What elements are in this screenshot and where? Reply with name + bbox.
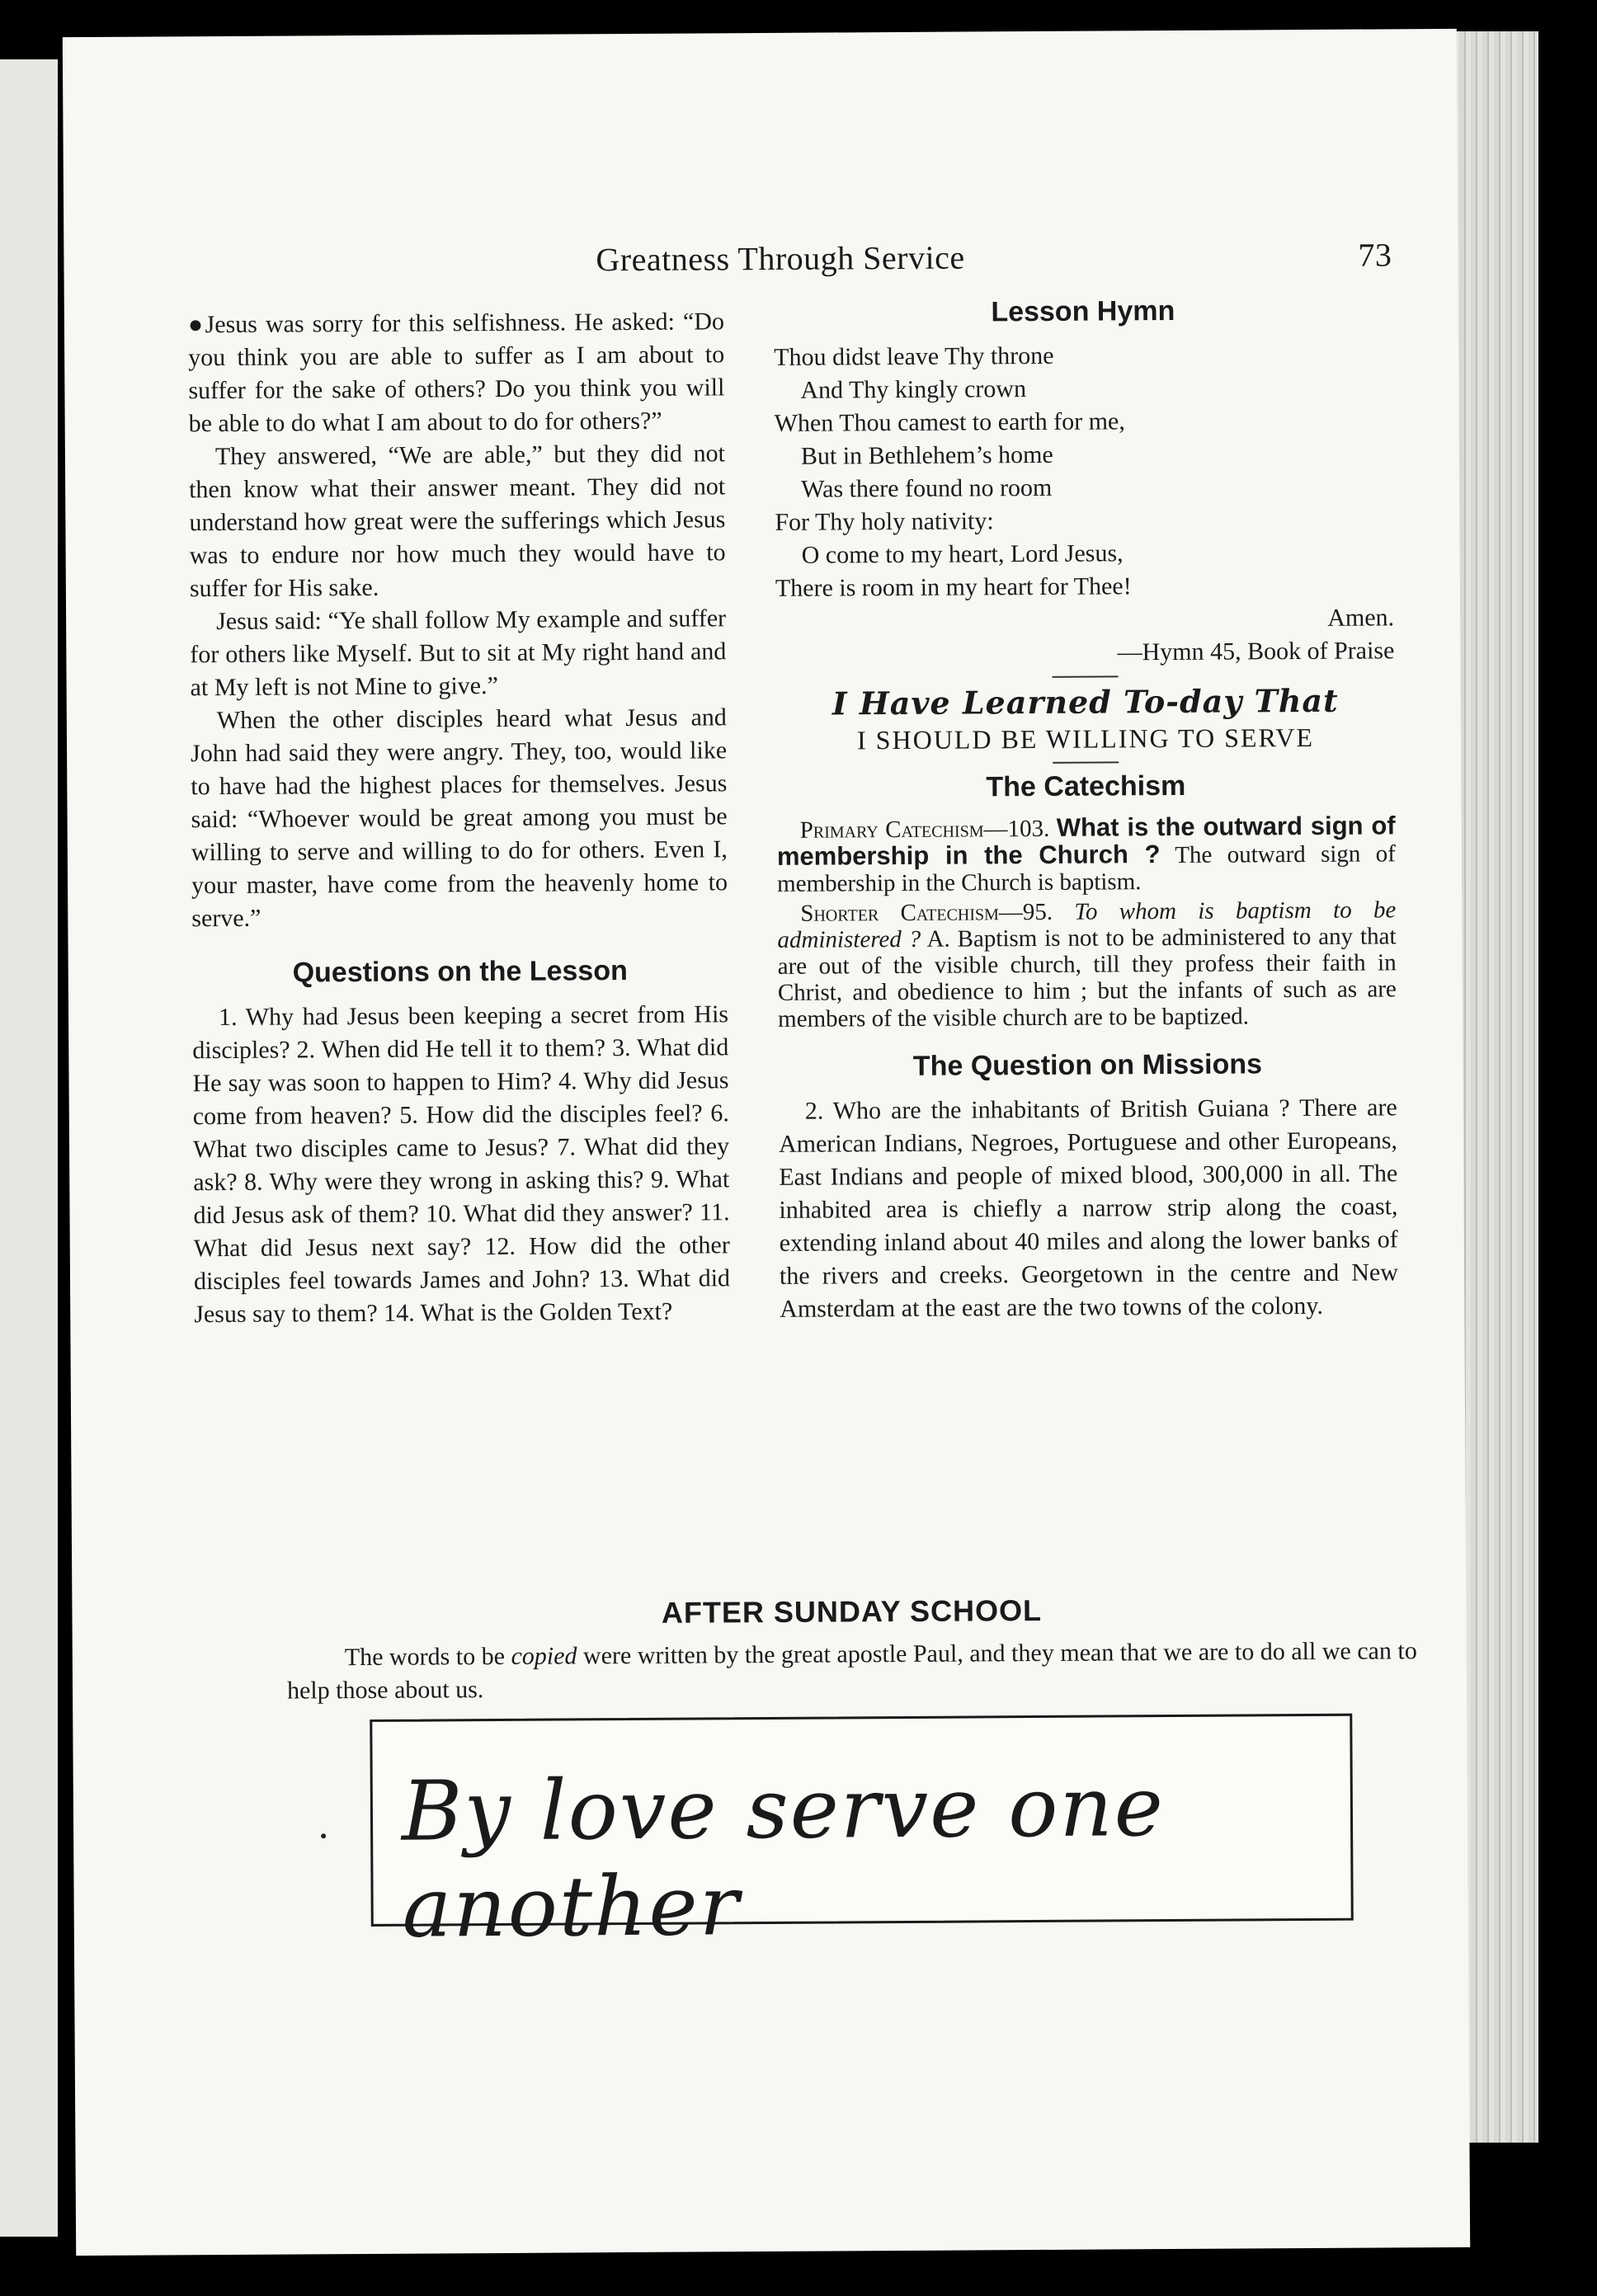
hymn-heading: Lesson Hymn	[991, 294, 1175, 328]
learned-heading: I Have Learned To-day That	[831, 681, 1339, 722]
hymn-line: When Thou camest to earth for me,	[774, 407, 1125, 437]
running-title: Greatness Through Service	[596, 238, 965, 279]
paragraph: Jesus said: “Ye shall follow My example and suffer for others like Myself. But to sit at My right hand and at My left is not Mine to give.”	[190, 605, 727, 702]
hymn-amen: Amen.	[1327, 604, 1395, 632]
copy-box	[370, 1714, 1354, 1956]
hymn	[774, 337, 1394, 671]
copy-text: By love serve one another	[401, 1758, 1166, 1956]
hymn-credit: —Hymn 45, Book of Praise	[1117, 637, 1395, 666]
catechism	[777, 812, 1397, 1033]
catechism-heading: The Catechism	[986, 769, 1186, 803]
shorter-catechism-answer: A. Baptism is not to be administered to any that are out of the visible church, till they profess their faith in Christ, and obedience to him ; but the infants of such as are members of the visible church are to be baptized.	[777, 923, 1397, 1033]
paragraph: ●Jesus was sorry for this selfishness. He asked: “Do you think you are able to suffer as I am about to suffer for the sake of others? Do you think you will be able to do what I am about to do for others?”	[187, 308, 725, 438]
missions-text: 2. Who are the inhabitants of British Guiana ? There are American Indians, Negroes, Portuguese and other Europeans, East Indians and people of mixed blood, 300,000 in all. The inhabited area is chiefly a narrow strip along the coast, extending inland about 40 miles and along the lower banks of the rivers and creeks. Georgetown in the centre and New Amsterdam at the east are the two towns of the colony.	[778, 1094, 1399, 1323]
after-school-text	[287, 1635, 1417, 1707]
primary-catechism-answer: The outward sign of membership in the Church is baptism.	[776, 840, 1396, 897]
paragraph: They answered, “We are able,” but they did not then know what their answer meant. They did not understand how great were the sufferings which Jesus was to endure nor how much they would have to suffer for His sake.	[189, 440, 726, 603]
right-column	[774, 293, 1399, 1326]
missions-heading: The Question on Missions	[912, 1048, 1263, 1082]
learned-text: I SHOULD BE WILLING TO SERVE	[856, 722, 1315, 755]
after-school-heading: AFTER SUNDAY SCHOOL	[661, 1593, 1043, 1630]
primary-catechism-question: What is the outward sign of membership in the Church ?	[776, 811, 1396, 871]
facing-page-edge	[0, 59, 58, 2237]
hymn-line: For Thy holy nativity:	[775, 507, 994, 536]
after-sunday-school	[286, 1592, 1417, 1707]
divider	[1053, 675, 1119, 677]
primary-catechism-label: Primary Catechism—103.	[799, 815, 1050, 844]
left-column	[188, 305, 731, 1331]
divider	[1053, 761, 1119, 763]
paragraph: When the other disciples heard what Jesus and John had said they were angry. They, too, would like to have had the highest places for themselves. Jesus said: “Whoever would be great among you must be willing to serve and willing to do for others. Even I, your master, have come from the heavenly home to serve.”	[191, 703, 728, 933]
hymn-line: There is room in my heart for Thee!	[775, 572, 1132, 602]
page-number: 73	[1358, 236, 1392, 274]
text-italic: copied	[511, 1642, 577, 1670]
text-part: The words to be	[344, 1642, 511, 1672]
running-head	[525, 235, 1392, 279]
book-page	[63, 29, 1470, 2256]
shorter-catechism-label: Shorter Catechism—95.	[800, 898, 1053, 927]
hymn-line: But in Bethlehem’s home	[800, 440, 1053, 470]
shorter-catechism-question: To whom is baptism to be administered ?	[777, 896, 1397, 953]
hymn-line: Thou didst leave Thy throne	[774, 341, 1054, 371]
hymn-line: And Thy kingly crown	[800, 375, 1027, 404]
questions-text: 1. Why had Jesus been keeping a secret from His disciples? 2. When did He tell it to them? 3. What did He say was soon to happen to Him? 4. Why did Jesus come from heaven? 5. How did the disciples feel? 6. What two disciples came to Jesus? 7. What did they ask? 8. Why were they wrong in asking this? 9. What did Jesus ask of them? 10. What did they answer? 11. What did Jesus next say? 12. How did the other disciples feel towards James and John? 13. What did Jesus say to them? 14. What is the Golden Text?	[192, 1000, 731, 1329]
stray-mark	[321, 1833, 326, 1838]
text-part: were written by the great apostle Paul, and they mean that we are to do all we can to help those about us.	[286, 1637, 1417, 1705]
hymn-line: Was there found no room	[801, 473, 1053, 503]
questions-heading: Questions on the Lesson	[292, 955, 628, 989]
hymn-line: O come to my heart, Lord Jesus,	[801, 539, 1124, 569]
